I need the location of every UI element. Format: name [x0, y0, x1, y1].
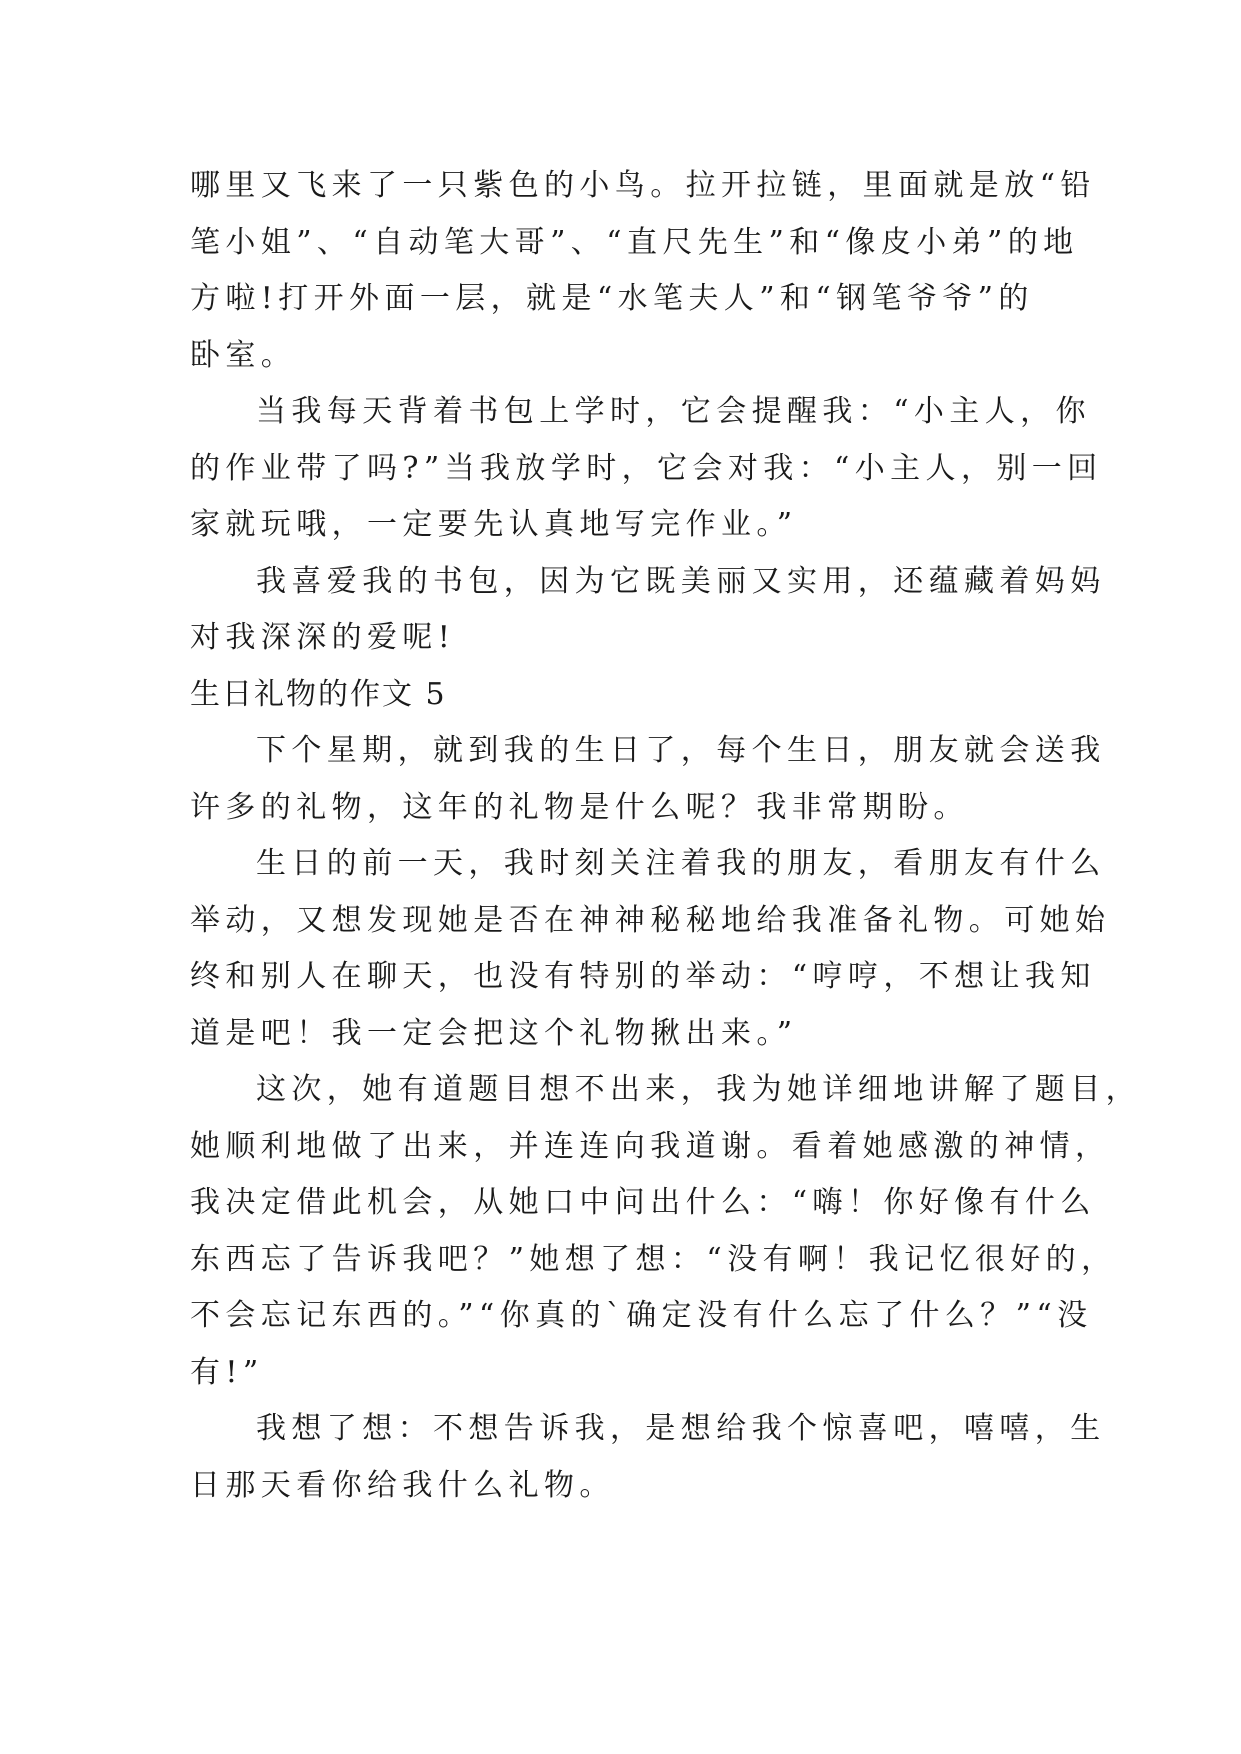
text-line: 家就玩哦，一定要先认真地写完作业。” — [190, 507, 798, 542]
text-line: 终和别人在聊天，也没有特别的举动：“哼哼，不想让我知 — [190, 959, 1096, 994]
text-line: 她顺利地做了出来，并连连向我道谢。看着她感激的神情， — [190, 1128, 1111, 1164]
text-line: 我决定借此机会，从她口中问出什么：“嗨！你好像有什么 — [190, 1185, 1096, 1220]
essay-title: 生日礼物的作文 5 — [190, 676, 447, 712]
text-line: 对我深深的爱呢! — [190, 620, 456, 655]
text-line: 道是吧！我一定会把这个礼物揪出来。” — [190, 1015, 798, 1051]
text-line: 有!” — [190, 1354, 264, 1390]
text-line: 哪里又飞来了一只紫色的小鸟。拉开拉链，里面就是放“铅 — [190, 168, 1096, 203]
document-page — [190, 158, 1141, 1514]
paragraph-first-line: 下个星期，就到我的生日了，每个生日，朋友就会送我 — [256, 733, 1106, 768]
paragraph-first-line: 我喜爱我的书包，因为它既美丽又实用，还蕴藏着妈妈 — [256, 563, 1106, 599]
paragraph-first-line: 生日的前一天，我时刻关注着我的朋友，看朋友有什么 — [256, 846, 1106, 881]
paragraph-first-line: 这次，她有道题目想不出来，我为她详细地讲解了题目， — [256, 1072, 1141, 1107]
text-line: 举动，又想发现她是否在神神秘秘地给我准备礼物。可她始 — [190, 902, 1111, 938]
text-line: 不会忘记东西的。”“你真的`确定没有什么忘了什么？”“没 — [190, 1298, 1093, 1333]
text-line: 日那天看你给我什么礼物。 — [190, 1467, 615, 1503]
text-line: 的作业带了吗?”当我放学时，它会对我：“小主人，别一回 — [190, 450, 1103, 486]
text-line: 东西忘了告诉我吧？”她想了想：“没有啊！我记忆很好的， — [190, 1241, 1117, 1277]
paragraph-first-line: 我想了想：不想告诉我，是想给我个惊喜吧，嘻嘻，生 — [256, 1411, 1106, 1446]
paragraph-first-line: 当我每天背着书包上学时，它会提醒我：“小主人，你 — [256, 394, 1091, 429]
text-line: 卧室。 — [190, 337, 297, 373]
text-line: 方啦!打开外面一层，就是“水笔夫人”和“钢笔爷爷”的 — [190, 281, 1034, 316]
text-line: 笔小姐”、“自动笔大哥”、“直尺先生”和“像皮小弟”的地 — [190, 224, 1079, 260]
text-line: 许多的礼物，这年的礼物是什么呢？我非常期盼。 — [190, 789, 969, 825]
